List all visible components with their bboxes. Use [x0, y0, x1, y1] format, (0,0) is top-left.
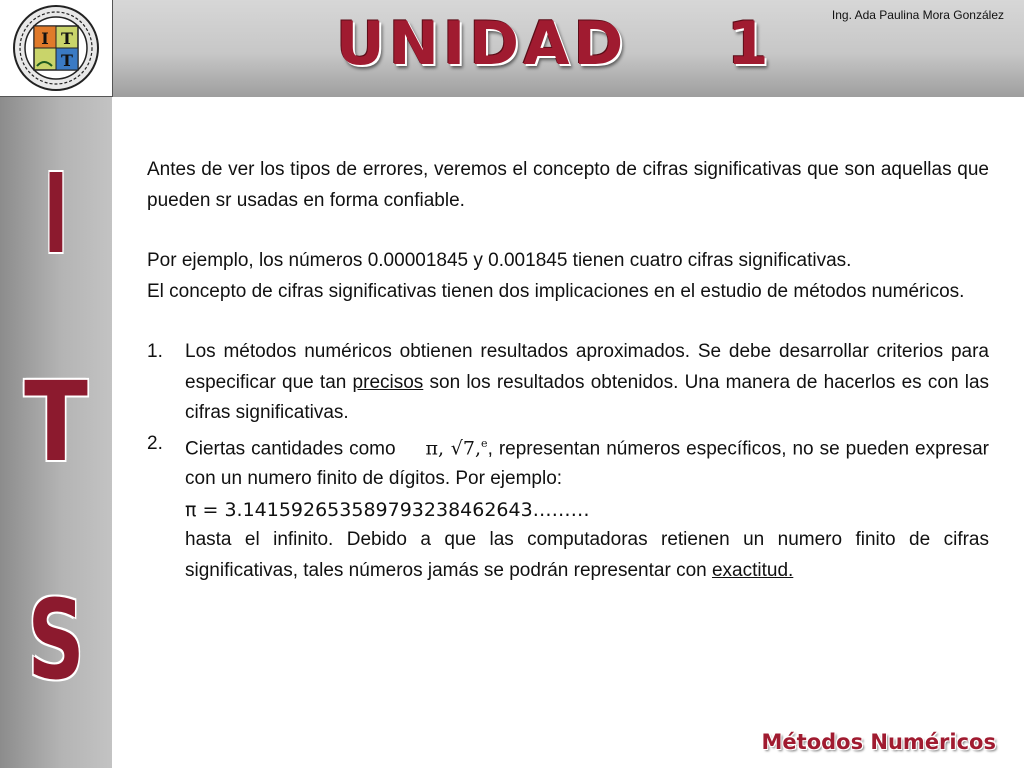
subject-footer: Métodos Numéricos [761, 730, 996, 754]
slide-content [147, 155, 989, 586]
exactitud-underlined: exactitud. [711, 559, 794, 581]
its-logo-icon [4, 2, 108, 94]
continuation-text: hasta el infinito. Debido a que las computadoras retienen un numero finito de cifras significativas, tales números jamás se podrán representar con [185, 529, 989, 581]
list-number: 2. [147, 432, 163, 454]
math-symbols: π, √7, [425, 436, 482, 459]
item2-text-after: , representan números específicos, no se pueden expresar con un numero finito de dígitos. Por ejemplo: [185, 437, 989, 490]
spacer [147, 307, 989, 337]
list-number: 1. [147, 341, 163, 362]
item1-text-before: Los métodos numéricos obtienen resultados aproximados. Se debe desarrollar criterios para especificar que tan [185, 341, 989, 393]
spacer [147, 216, 989, 246]
left-sidebar [0, 97, 112, 768]
unit-title: UNIDAD 1 [336, 9, 773, 79]
svg-text:I: I [41, 29, 49, 48]
sidebar-letter-i: I [43, 150, 69, 278]
item2-text-before: Ciertas cantidades como [185, 437, 402, 459]
euler-symbol: e [481, 436, 488, 450]
intro-paragraph: Antes de ver los tipos de errores, veremos el concepto de cifras significativas que son aquellas que pueden sr usadas en forma confiable. [147, 159, 989, 211]
sidebar-letter-t: T [24, 358, 88, 486]
svg-text:T: T [61, 51, 73, 70]
item1-text-after: son los resultados obtenidos. Una manera de hacerlos es con las cifras significativas. [185, 371, 990, 423]
svg-text:T: T [61, 29, 73, 48]
header-band [0, 0, 1024, 97]
sidebar-letter-s: S [27, 576, 85, 704]
logo-container [0, 0, 113, 97]
item1-underlined-word: precisos [352, 371, 424, 393]
pi-value-line: π = 3.141592653589793238462643……… [185, 498, 590, 521]
list-item-1 [147, 337, 989, 429]
implications-paragraph: El concepto de cifras significativas tienen dos implicaciones en el estudio de métodos numéricos. [147, 280, 965, 302]
list-item-2 [147, 429, 989, 587]
example-paragraph: Por ejemplo, los números 0.00001845 y 0.001845 tienen cuatro cifras significativas. [147, 250, 852, 271]
author-name: Ing. Ada Paulina Mora González [831, 8, 1004, 22]
item2-continuation [185, 525, 989, 586]
